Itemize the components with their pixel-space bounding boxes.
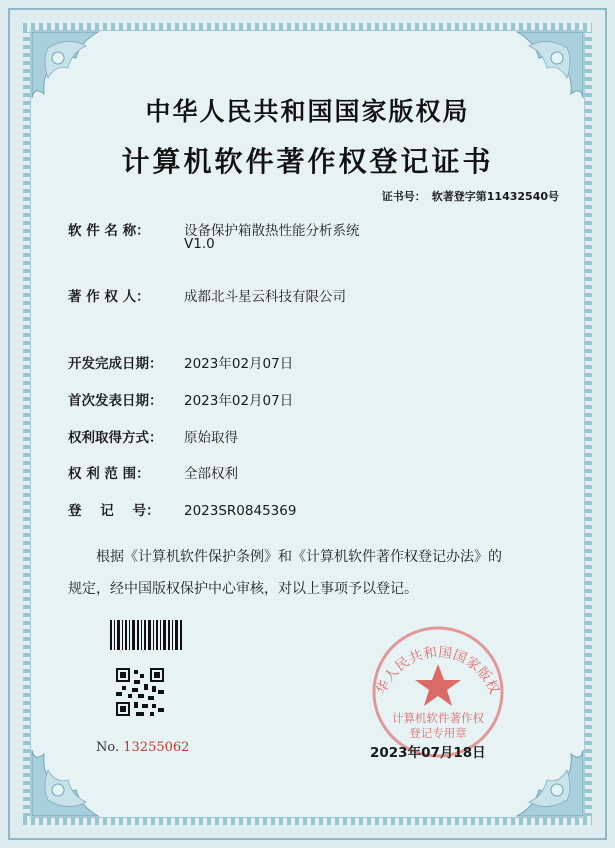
issue-date: 2023年07月18日 (370, 745, 486, 761)
field-acquire-method (68, 426, 238, 446)
software-version-value: V1.0 (184, 236, 215, 252)
barcode (110, 620, 182, 650)
dev-date-value: 2023年02月07日 (184, 356, 294, 372)
seal-line-1: 计算机软件著作权 (392, 711, 484, 725)
serial-number-value: 13255062 (123, 740, 190, 755)
seal-line-2: 登记专用章 (409, 726, 467, 740)
seal-ring-text: 华人民共和国国家版权 (373, 644, 503, 697)
corner-ornament-bottom-left (28, 700, 148, 820)
registration-number-label: 登 记 号： (68, 503, 160, 519)
software-name-label: 软 件 名 称： (68, 223, 150, 239)
qr-code (116, 668, 164, 716)
field-pub-date (68, 389, 293, 409)
owner-label: 著 作 权 人： (68, 289, 150, 305)
serial-number (96, 740, 189, 755)
dev-date-label: 开发完成日期： (68, 356, 163, 372)
pub-date-value: 2023年02月07日 (184, 393, 294, 409)
seal-star-icon (415, 664, 461, 706)
certificate-title: 计算机软件著作权登记证书 (121, 145, 494, 178)
certificate-number-value: 软著登字第11432540号 (431, 190, 559, 203)
corner-ornament-top-right (467, 28, 587, 148)
software-name-value: 设备保护箱散热性能分析系统 (184, 223, 360, 239)
corner-ornament-top-left (28, 28, 148, 148)
scope-label: 权 利 范 围： (68, 466, 150, 482)
acquire-method-label: 权利取得方式： (68, 430, 163, 446)
acquire-method-value: 原始取得 (184, 430, 238, 446)
certificate-number (382, 188, 559, 204)
certificate-number-label: 证书号： (381, 190, 426, 203)
issuing-authority-title: 中华人民共和国国家版权局 (145, 97, 470, 126)
statement-line-1: 根据《计算机软件保护条例》和《计算机软件著作权登记办法》的 (96, 549, 502, 565)
field-dev-date (68, 352, 293, 372)
serial-prefix: No. (96, 740, 120, 755)
pub-date-label: 首次发表日期： (68, 393, 163, 409)
registration-number-value: 2023SR0845369 (184, 503, 297, 519)
field-registration-number (68, 499, 296, 519)
field-scope (68, 462, 238, 482)
field-owner (68, 285, 346, 305)
official-seal (362, 618, 514, 758)
owner-value: 成都北斗星云科技有限公司 (184, 289, 346, 305)
statement-line-2: 规定，经中国版权保护中心审核，对以上事项予以登记。 (68, 581, 418, 597)
scope-value: 全部权利 (184, 466, 238, 482)
